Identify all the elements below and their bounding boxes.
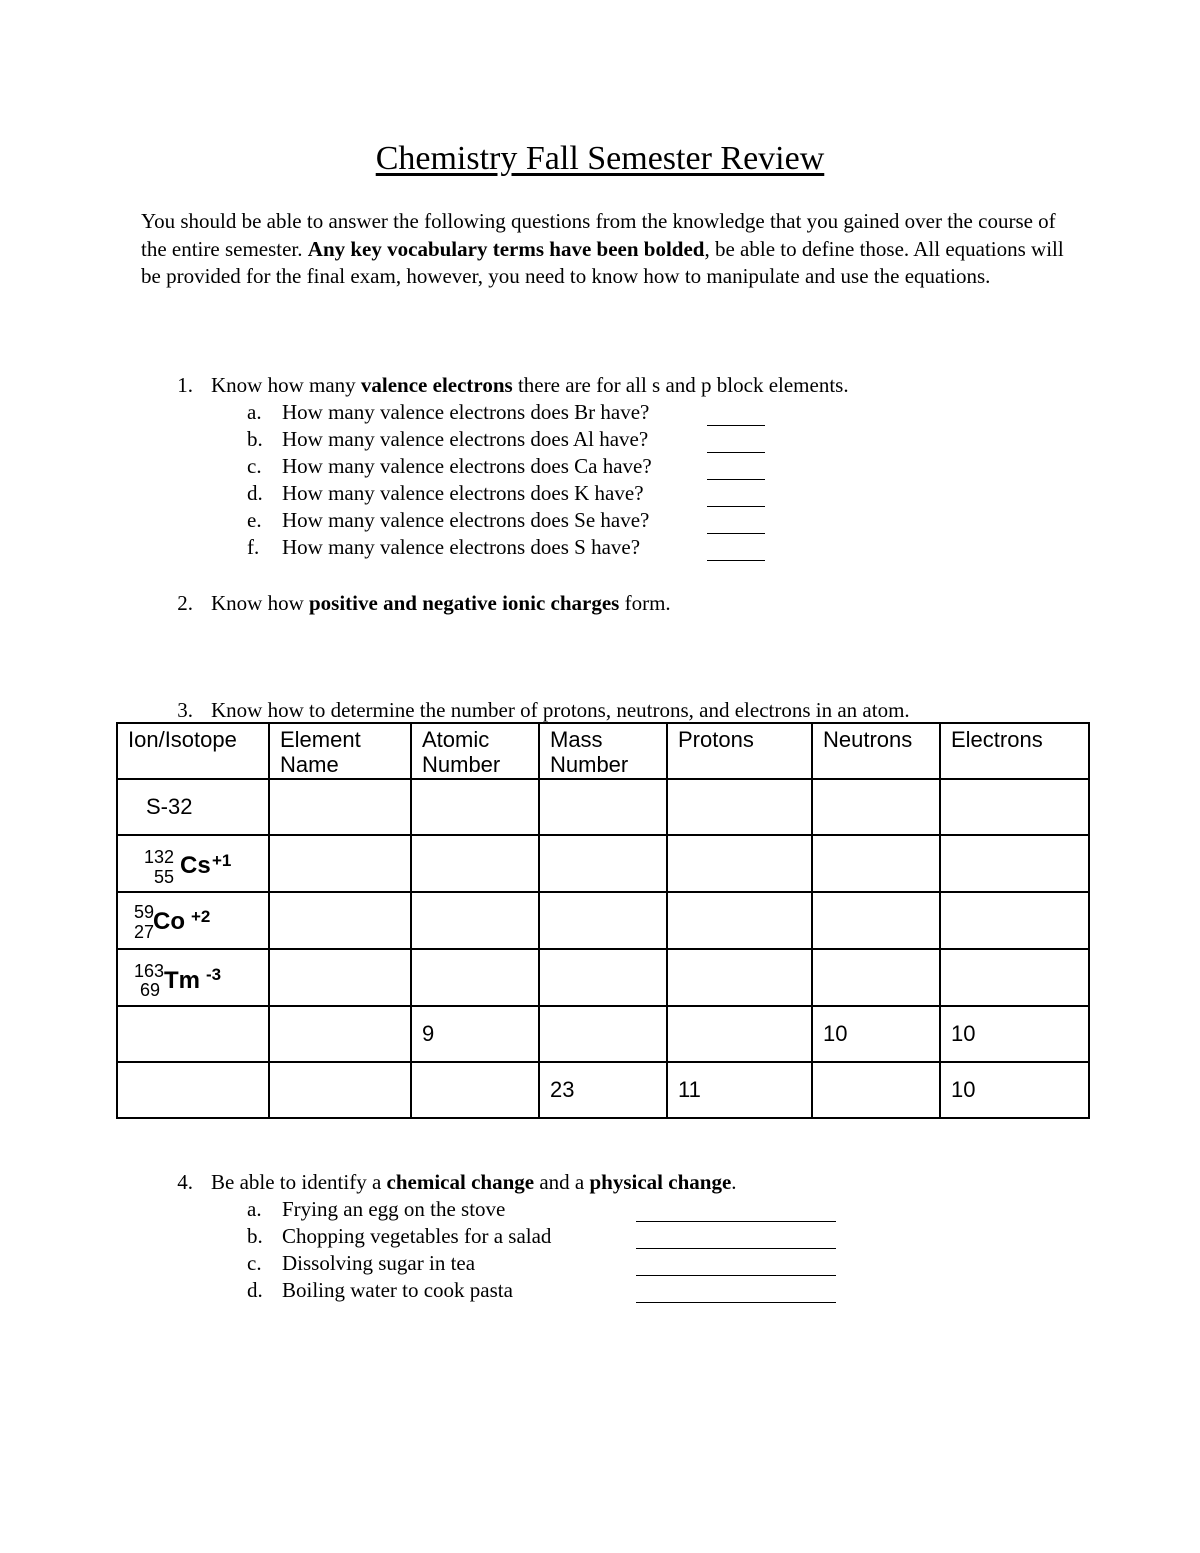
mass-number: 163 <box>133 961 164 981</box>
intro-paragraph <box>141 208 1071 291</box>
q2-bold: positive and negative ionic charges <box>309 591 620 615</box>
item-text: How many valence electrons does S have? <box>282 535 641 559</box>
answer-blank[interactable] <box>636 1221 836 1222</box>
table-cell[interactable] <box>269 1006 411 1062</box>
ion-charge: +1 <box>212 851 232 870</box>
table-cell[interactable]: 11 <box>667 1062 812 1118</box>
intro-text-2: , be able to define those. All equations will be provided for the final exam, however, you need to know how to manipulate and use the equations. <box>141 236 1064 288</box>
item-letter: d. <box>247 481 263 505</box>
mass-number: 59 <box>133 902 154 922</box>
item-letter: c. <box>247 1251 262 1275</box>
header-electrons: Electrons <box>940 723 1089 779</box>
table-header-row <box>117 723 1089 779</box>
question-3-text: Know how to determine the number of protons, neutrons, and electrons in an atom. <box>211 698 910 722</box>
item-text: Frying an egg on the stove <box>282 1197 506 1221</box>
question-4-number: 4. <box>177 1170 193 1194</box>
table-row <box>117 1062 1089 1118</box>
table-cell[interactable] <box>539 835 667 892</box>
table-cell[interactable] <box>539 892 667 949</box>
q4-mid: and a <box>534 1170 590 1194</box>
table-cell[interactable] <box>812 949 940 1006</box>
q4-pre: Be able to identify a <box>211 1170 387 1194</box>
q2-pre: Know how <box>211 591 309 615</box>
table-cell[interactable] <box>411 949 539 1006</box>
table-cell[interactable]: 23 <box>539 1062 667 1118</box>
element-symbol: Co <box>153 908 185 935</box>
item-letter: c. <box>247 454 262 478</box>
ion-charge: -3 <box>206 965 222 984</box>
table-cell[interactable] <box>940 835 1089 892</box>
header-ion-isotope: Ion/Isotope <box>117 723 269 779</box>
table-cell[interactable]: 9 <box>411 1006 539 1062</box>
table-row <box>117 779 1089 835</box>
page-title: Chemistry Fall Semester Review <box>375 140 825 177</box>
table-cell[interactable]: 10 <box>940 1006 1089 1062</box>
answer-blank[interactable] <box>707 560 765 561</box>
table-cell[interactable] <box>269 779 411 835</box>
header-neutrons: Neutrons <box>812 723 940 779</box>
element-symbol: Cs <box>180 852 211 879</box>
mass-number: 132 <box>143 847 174 867</box>
table-cell[interactable] <box>269 949 411 1006</box>
answer-blank[interactable] <box>707 425 765 426</box>
q1-post: there are for all s and p block elements. <box>512 373 849 397</box>
ion-charge: +2 <box>191 907 211 926</box>
answer-blank[interactable] <box>707 479 765 480</box>
question-2-text <box>211 590 671 617</box>
table-cell[interactable] <box>411 1062 539 1118</box>
table-cell[interactable] <box>940 892 1089 949</box>
question-1-number: 1. <box>177 373 193 397</box>
answer-blank[interactable] <box>707 533 765 534</box>
table-cell[interactable] <box>940 949 1089 1006</box>
table-cell[interactable] <box>667 779 812 835</box>
header-atomic-number: Atomic Number <box>411 723 539 779</box>
atomic-number: 69 <box>139 980 160 1000</box>
intro-bold: Any key vocabulary terms have been bolded <box>307 236 705 261</box>
isotope-cell <box>117 949 269 1006</box>
table-cell[interactable] <box>667 949 812 1006</box>
item-text: How many valence electrons does Br have? <box>282 400 650 424</box>
item-text: Dissolving sugar in tea <box>282 1251 476 1275</box>
table-cell[interactable] <box>812 779 940 835</box>
item-text: How many valence electrons does Ca have? <box>282 454 652 478</box>
header-protons: Protons <box>667 723 812 779</box>
table-cell[interactable] <box>269 892 411 949</box>
item-letter: b. <box>247 1224 263 1248</box>
header-mass-number: Mass Number <box>539 723 667 779</box>
table-cell[interactable] <box>667 892 812 949</box>
table-row <box>117 835 1089 892</box>
answer-blank[interactable] <box>636 1302 836 1303</box>
table-cell[interactable]: 10 <box>812 1006 940 1062</box>
table-cell[interactable] <box>812 835 940 892</box>
item-letter: e. <box>247 508 262 532</box>
isotope-cell <box>117 892 269 949</box>
question-4-text <box>211 1169 737 1196</box>
q4-bold-physical: physical change <box>589 1170 732 1194</box>
element-symbol: Tm <box>164 967 200 994</box>
q2-post: form. <box>619 591 671 615</box>
item-letter: a. <box>247 400 262 424</box>
item-letter: f. <box>247 535 260 559</box>
table-cell[interactable] <box>539 1006 667 1062</box>
nuclide-symbol <box>138 836 268 886</box>
table-cell[interactable] <box>269 835 411 892</box>
table-cell[interactable] <box>539 949 667 1006</box>
item-text: Boiling water to cook pasta <box>282 1278 513 1302</box>
nuclide-symbol <box>128 893 258 943</box>
atomic-number: 27 <box>133 922 154 942</box>
isotope-cell <box>117 835 269 892</box>
header-element-name: Element Name <box>269 723 411 779</box>
atomic-number: 55 <box>153 867 174 887</box>
item-text: How many valence electrons does Se have? <box>282 508 650 532</box>
table-cell[interactable] <box>940 779 1089 835</box>
table-cell[interactable] <box>539 779 667 835</box>
question-1-text <box>211 372 849 399</box>
table-cell[interactable] <box>812 892 940 949</box>
answer-blank[interactable] <box>636 1248 836 1249</box>
table-cell[interactable] <box>411 892 539 949</box>
item-letter: b. <box>247 427 263 451</box>
table-cell[interactable] <box>411 835 539 892</box>
isotope-cell: S-32 <box>117 779 269 835</box>
isotope-cell[interactable] <box>117 1062 269 1118</box>
table-cell[interactable] <box>411 779 539 835</box>
q1-bold: valence electrons <box>360 373 513 397</box>
item-letter: a. <box>247 1197 262 1221</box>
nuclide-symbol <box>130 950 260 1000</box>
item-text: Chopping vegetables for a salad <box>282 1224 552 1248</box>
isotope-cell[interactable] <box>117 1006 269 1062</box>
question-2-number: 2. <box>177 591 193 615</box>
answer-blank[interactable] <box>707 452 765 453</box>
item-text: How many valence electrons does K have? <box>282 481 644 505</box>
table-row <box>117 892 1089 949</box>
question-3-number: 3. <box>177 698 193 722</box>
isotope-table <box>116 722 1090 1119</box>
table-cell[interactable]: 10 <box>940 1062 1089 1118</box>
table-row <box>117 1006 1089 1062</box>
intro-text-1: You should be able to answer the following questions from the knowledge that you gained over the course of the entire semester. <box>141 209 1056 261</box>
table-cell[interactable] <box>667 1006 812 1062</box>
item-text: How many valence electrons does Al have? <box>282 427 649 451</box>
table-row <box>117 949 1089 1006</box>
q1-pre: Know how many <box>211 373 361 397</box>
q4-post: . <box>731 1170 737 1194</box>
table-cell[interactable] <box>667 835 812 892</box>
table-cell[interactable] <box>269 1062 411 1118</box>
q4-bold-chemical: chemical change <box>386 1170 535 1194</box>
item-letter: d. <box>247 1278 263 1302</box>
answer-blank[interactable] <box>707 506 765 507</box>
table-cell[interactable] <box>812 1062 940 1118</box>
answer-blank[interactable] <box>636 1275 836 1276</box>
